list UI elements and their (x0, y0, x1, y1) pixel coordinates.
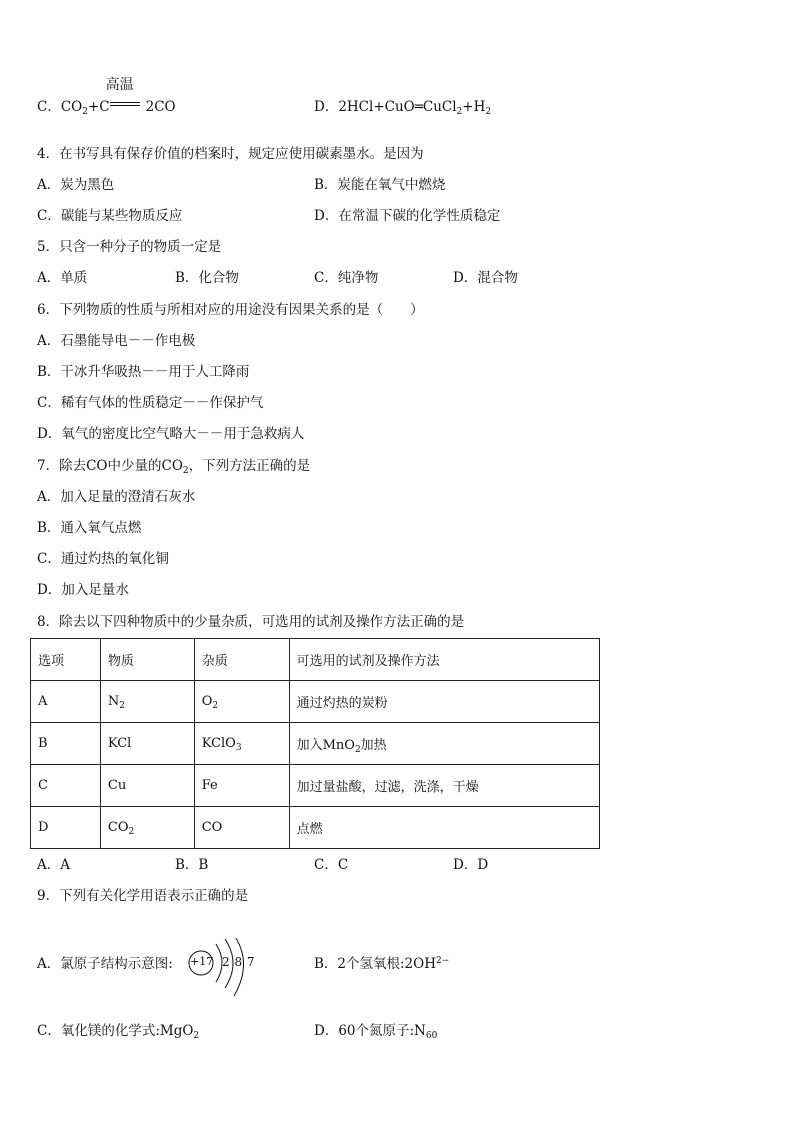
nucleus-charge: +17 (190, 955, 214, 968)
q7-option-b: B．通入氧气点燃 (37, 520, 142, 536)
table-header-row (31, 639, 600, 681)
row-method: 加入MnO$_2$加热 (289, 723, 599, 765)
q7-option-c: C．通过灼热的氧化铜 (37, 551, 169, 567)
q9-option-c: C．氧化镁的化学式:MgO$_2$ (37, 1023, 200, 1041)
q9-option-a: A．氯原子结构示意图: (37, 956, 173, 972)
q5-option-c: C．纯净物 (314, 270, 379, 286)
row-option: D (31, 807, 101, 849)
q3-option-d: D．$2HCl+CuO═CuCl_2+H_2$ (314, 99, 492, 117)
header-substance: 物质 (100, 639, 194, 681)
q9-option-d: D．60个氮原子$:N_{60}$ (314, 1023, 438, 1041)
row-impurity: $O_2$ (194, 681, 289, 723)
row-impurity: KClO$_3$ (194, 723, 289, 765)
q3-option-c: C．$CO_2+C$ 高温 2CO (37, 77, 176, 117)
q8-option-c: C．C (314, 857, 349, 873)
q8-option-a: A．A (37, 857, 70, 873)
table-row (31, 765, 600, 807)
q8-stem: 8．除去以下四种物质中的少量杂质，可选用的试剂及操作方法正确的是 (37, 614, 465, 630)
chlorine-atom-structure-diagram (186, 938, 266, 1004)
q6-stem: 6．下列物质的性质与所相对应的用途没有因果关系的是（ ） (37, 302, 424, 318)
header-impurity: 杂质 (194, 639, 289, 681)
row-substance: $N_2$ (100, 681, 194, 723)
row-option: A (31, 681, 101, 723)
q5-option-a: A．单质 (37, 270, 88, 286)
electron-shells: 2 8 7 (222, 955, 255, 969)
q5-option-d: D．混合物 (453, 270, 518, 286)
q7-option-d: D．加入足量水 (37, 582, 129, 598)
row-substance: KCl (100, 723, 194, 765)
row-substance: Cu (100, 765, 194, 807)
q4-option-d: D．在常温下碳的化学性质稳定 (314, 208, 501, 224)
q5-stem: 5．只含一种分子的物质一定是 (37, 239, 222, 255)
q7-option-a: A．加入足量的澄清石灰水 (37, 489, 196, 505)
row-method: 通过灼热的炭粉 (289, 681, 599, 723)
q7-stem: 7．除去CO中少量的$CO_2$，下列方法正确的是 (37, 458, 311, 476)
q9-option-b: B．2个氢氧根$:2OH^{2-}$ (314, 956, 450, 972)
row-substance: $CO_2$ (100, 807, 194, 849)
row-option: B (31, 723, 101, 765)
q9-stem: 9．下列有关化学用语表示正确的是 (37, 888, 249, 904)
table-row (31, 807, 600, 849)
row-option: C (31, 765, 101, 807)
atom-diagram-svg (186, 938, 266, 1004)
q6-option-d: D．氧气的密度比空气略大－－用于急救病人 (37, 426, 305, 442)
q8-option-d: D．D (453, 857, 489, 873)
q5-option-b: B．化合物 (175, 270, 239, 286)
q4-option-a: A．炭为黑色 (37, 177, 115, 193)
header-option: 选项 (31, 639, 101, 681)
high-temp-condition: 高温 (110, 98, 146, 116)
row-impurity: CO (194, 807, 289, 849)
q6-option-c: C．稀有气体的性质稳定－－作保护气 (37, 395, 264, 411)
row-method: 点燃 (289, 807, 599, 849)
q4-stem: 4．在书写具有保存价值的档案时，规定应使用碳素墨水。是因为 (37, 146, 424, 162)
q8-option-b: B．B (175, 857, 209, 873)
q8-table (30, 638, 600, 849)
q6-option-b: B．干冰升华吸热－－用于人工降雨 (37, 364, 250, 380)
table-row (31, 723, 600, 765)
q4-option-c: C．碳能与某些物质反应 (37, 208, 183, 224)
row-impurity: Fe (194, 765, 289, 807)
q4-option-b: B．炭能在氧气中燃烧 (314, 177, 446, 193)
row-method: 加过量盐酸，过滤，洗涤，干燥 (289, 765, 599, 807)
table-row (31, 681, 600, 723)
q6-option-a: A．石墨能导电－－作电极 (37, 333, 196, 349)
header-method: 可选用的试剂及操作方法 (289, 639, 599, 681)
